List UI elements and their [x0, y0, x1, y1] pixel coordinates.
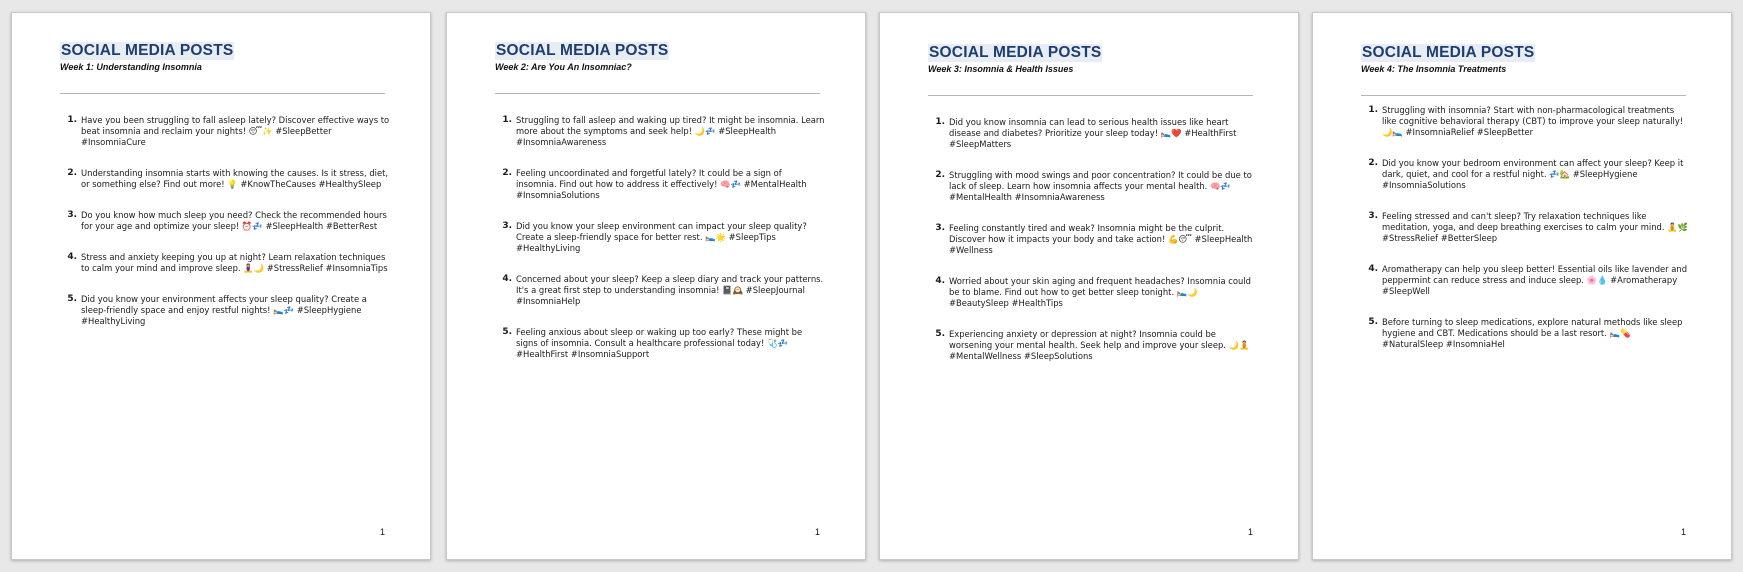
document-page-week-4 — [1312, 12, 1732, 560]
page-header — [1361, 42, 1686, 96]
document-page-week-1 — [11, 12, 431, 560]
post-text: Struggling with mood swings and poor concentration? It could be due to lack of sleep. Learn how insomnia affects your mental health. 🧠💤 #MentalHealth #InsomniaAwareness — [949, 170, 1252, 202]
post-number: 2. — [935, 170, 945, 180]
post-number: 3. — [1368, 211, 1378, 221]
header-divider — [60, 93, 385, 94]
list-item — [60, 168, 390, 190]
post-number: 2. — [67, 168, 77, 178]
list-item — [1361, 158, 1691, 191]
page-number: 1 — [379, 527, 385, 537]
page-title: SOCIAL MEDIA POSTS — [1362, 44, 1535, 61]
post-number: 3. — [67, 210, 77, 220]
post-text: Did you know your sleep environment can impact your sleep quality? Create a sleep-friendly space for better rest. 🛌🌟 #SleepTips #HealthyLiving — [516, 221, 807, 253]
post-number: 3. — [502, 221, 512, 231]
post-text: Did you know insomnia can lead to serious health issues like heart disease and diabetes? Prioritize your sleep today! 🛌❤️ #HealthFirst #SleepMatters — [949, 117, 1237, 149]
page-header — [928, 42, 1253, 96]
list-item — [928, 329, 1258, 362]
post-text: Experiencing anxiety or depression at night? Insomnia could be worsening your mental health. Seek help and improve your sleep. 🌙🧘 #MentalWellness #SleepSolutions — [949, 329, 1250, 361]
post-number: 1. — [502, 115, 512, 125]
list-item — [1361, 317, 1691, 350]
post-number: 5. — [502, 327, 512, 337]
page-number: 1 — [1247, 527, 1253, 537]
page-subtitle: Week 1: Understanding Insomnia — [60, 62, 202, 72]
page-subtitle: Week 3: Insomnia & Health Issues — [928, 64, 1074, 74]
post-number: 4. — [67, 252, 77, 262]
post-list — [60, 115, 390, 347]
page-number: 1 — [1680, 527, 1686, 537]
post-number: 2. — [1368, 158, 1378, 168]
list-item — [495, 115, 825, 148]
post-text: Feeling constantly tired and weak? Insomnia might be the culprit. Discover how it impacts your body and take action! 💪😴 #SleepHealth #Wellness — [949, 223, 1253, 255]
post-list — [495, 115, 825, 380]
post-number: 1. — [935, 117, 945, 127]
post-number: 4. — [935, 276, 945, 286]
post-number: 1. — [67, 115, 77, 125]
page-header — [495, 40, 820, 94]
post-text: Have you been struggling to fall asleep lately? Discover effective ways to beat insomnia and reclaim your nights! 😴✨ #SleepBetter #InsomniaCure — [81, 115, 390, 147]
list-item — [60, 115, 390, 148]
page-title: SOCIAL MEDIA POSTS — [929, 44, 1102, 61]
post-text: Understanding insomnia starts with knowing the causes. Is it stress, diet, or something else? Find out more! 💡 #KnowTheCauses #HealthySleep — [81, 168, 389, 189]
post-list — [1361, 105, 1691, 370]
post-text: Before turning to sleep medications, explore natural methods like sleep hygiene and CBT. Medications should be a last resort. 🛌💊 #NaturalSleep #InsomniaHel — [1382, 317, 1683, 349]
list-item — [1361, 105, 1691, 138]
header-divider — [1361, 95, 1686, 96]
list-item — [928, 117, 1258, 150]
list-item — [60, 252, 390, 274]
page-header — [60, 40, 385, 94]
list-item — [928, 276, 1258, 309]
post-number: 5. — [1368, 317, 1378, 327]
header-divider — [495, 93, 820, 94]
post-text: Stress and anxiety keeping you up at night? Learn relaxation techniques to calm your mind and improve sleep. 🧘‍♀️🌙 #StressRelief #InsomniaTips — [81, 252, 388, 273]
post-text: Aromatherapy can help you sleep better! Essential oils like lavender and peppermint can reduce stress and induce sleep. 🌸💧 #Aromatherapy #SleepWell — [1382, 264, 1688, 296]
list-item — [60, 210, 390, 232]
post-number: 5. — [935, 329, 945, 339]
list-item — [928, 170, 1258, 203]
page-title: SOCIAL MEDIA POSTS — [61, 42, 234, 59]
post-text: Struggling to fall asleep and waking up tired? It might be insomnia. Learn more about the symptoms and seek help! 🌙💤 #SleepHealth #InsomniaAwareness — [516, 115, 825, 147]
page-subtitle: Week 2: Are You An Insomniac? — [495, 62, 632, 72]
page-title: SOCIAL MEDIA POSTS — [496, 42, 669, 59]
post-text: Did you know your environment affects your sleep quality? Create a sleep-friendly space and enjoy restful nights! 🛌💤 #SleepHygiene #HealthyLiving — [81, 294, 367, 326]
post-text: Feeling uncoordinated and forgetful lately? It could be a sign of insomnia. Find out how to address it effectively! 🧠💤 #MentalHealth #InsomniaSolutions — [516, 168, 807, 200]
post-number: 2. — [502, 168, 512, 178]
post-text: Do you know how much sleep you need? Check the recommended hours for your age and optimize your sleep! ⏰💤 #SleepHealth #BetterRest — [81, 210, 387, 231]
header-divider — [928, 95, 1253, 96]
document-page-week-2 — [446, 12, 866, 560]
list-item — [495, 168, 825, 201]
page-number: 1 — [814, 527, 820, 537]
list-item — [60, 294, 390, 327]
post-text: Did you know your bedroom environment can affect your sleep? Keep it dark, quiet, and cool for a restful night. 💤🏡 #SleepHygiene #InsomniaSolutions — [1382, 158, 1684, 190]
list-item — [495, 221, 825, 254]
list-item — [1361, 211, 1691, 244]
post-number: 1. — [1368, 105, 1378, 115]
list-item — [1361, 264, 1691, 297]
post-number: 4. — [502, 274, 512, 284]
list-item — [495, 274, 825, 307]
post-number: 3. — [935, 223, 945, 233]
post-list — [928, 117, 1258, 382]
page-subtitle: Week 4: The Insomnia Treatments — [1361, 64, 1507, 74]
post-text: Concerned about your sleep? Keep a sleep diary and track your patterns. It's a great first step to understanding insomnia! 📓🕰️ #SleepJournal #InsomniaHelp — [516, 274, 824, 306]
document-page-week-3 — [879, 12, 1299, 560]
list-item — [928, 223, 1258, 256]
post-text: Feeling anxious about sleep or waking up too early? These might be signs of insomnia. Consult a healthcare professional today! 🩺💤 #HealthFirst #InsomniaSupport — [516, 327, 803, 359]
post-text: Worried about your skin aging and frequent headaches? Insomnia could be to blame. Find out how to get better sleep tonight. 🛌🌙 #BeautySleep #HealthTips — [949, 276, 1251, 308]
post-text: Feeling stressed and can't sleep? Try relaxation techniques like meditation, yoga, and deep breathing exercises to calm your mind. 🧘🌿 #StressRelief #BetterSleep — [1382, 211, 1688, 243]
post-number: 5. — [67, 294, 77, 304]
post-number: 4. — [1368, 264, 1378, 274]
list-item — [495, 327, 825, 360]
post-text: Struggling with insomnia? Start with non-pharmacological treatments like cognitive behavioral therapy (CBT) to improve your sleep naturally! 🌙🛌 #InsomniaRelief #SleepBetter — [1382, 105, 1684, 137]
